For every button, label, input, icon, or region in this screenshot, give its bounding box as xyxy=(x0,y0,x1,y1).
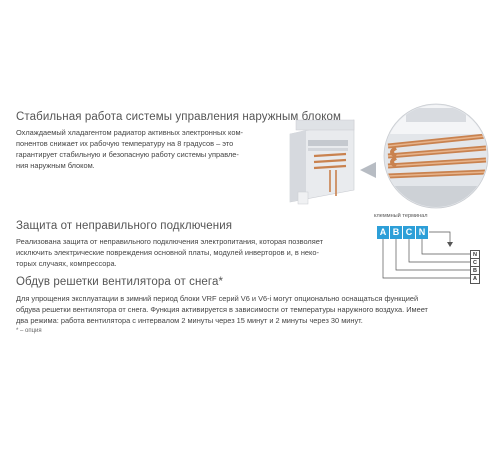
terminal-letter-n: N xyxy=(416,226,428,239)
terminal-letter-a: A xyxy=(377,226,389,239)
terminal-label: клеммный терминал xyxy=(374,213,428,219)
terminal-letter-b: B xyxy=(390,226,402,239)
text-line: Охлаждаемый хладагентом радиатор активных электронных ком- xyxy=(16,128,243,137)
terminal-diagram xyxy=(370,210,490,285)
text-line: Для упрощения эксплуатации в зимний период блоки VRF серий V6 и V6-i могут опционально оснащаться функцией xyxy=(16,294,419,303)
text-line: исключить электрические повреждения основной платы, модулей инверторов и, в неко- xyxy=(16,248,319,257)
text-line: обдува решетки вентилятора от снега. Функция активируется в зависимости от температуры наружного воздуха. Имеет xyxy=(16,305,428,314)
section-text-wrong-connection xyxy=(16,236,323,269)
terminal-vertical-a: A xyxy=(470,274,480,284)
terminal-vertical-c: C xyxy=(470,258,480,268)
text-line: два режима: работа вентилятора с интервалом 2 минуты через 15 минут и 2 минуты через 30 минут. xyxy=(16,316,363,325)
section-text-stable-control xyxy=(16,127,243,171)
terminal-vertical-n: N xyxy=(470,250,480,260)
text-line: Реализована защита от неправильного подключения электропитания, которая позволяет xyxy=(16,237,323,246)
text-line: ния наружным блоком. xyxy=(16,161,95,170)
section-title-wrong-connection: Защита от неправильного подключения xyxy=(16,220,233,232)
section-title-stable-control: Стабильная работа системы управления наружным блоком xyxy=(16,111,341,123)
text-line: торых случаях, компрессора. xyxy=(16,259,117,268)
terminal-vertical-b: B xyxy=(470,266,480,276)
footnote-option: * – опция xyxy=(16,328,42,334)
text-line: понентов снижает их рабочую температуру на 8 градусов – это xyxy=(16,139,234,148)
section-title-snow-blow: Обдув решетки вентилятора от снега* xyxy=(16,276,224,288)
terminal-letter-c: C xyxy=(403,226,415,239)
text-line: гарантирует стабильную и безопасную работу системы управле- xyxy=(16,150,239,159)
section-text-snow-blow xyxy=(16,293,428,326)
